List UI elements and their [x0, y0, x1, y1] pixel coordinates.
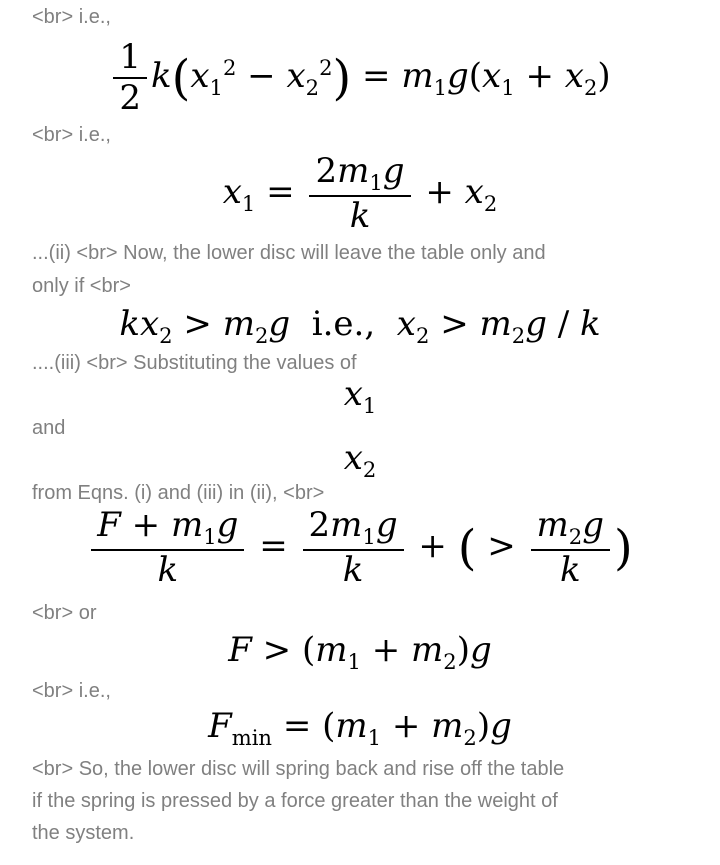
text-line-3b: only if <br>: [32, 275, 131, 297]
text-line-4: ....(iii) <br> Substituting the values of: [32, 352, 357, 374]
equation-substitution: $\frac{F + m_1g}{k}$ = $\frac{2m_1g}{k}$ + ( > $\frac{m_2g}{k}$ ): [0, 506, 720, 590]
text-line-9a: <br> So, the lower disc will spring back and rise off the table: [32, 758, 565, 780]
text-line-2: <br> i.e.,: [32, 124, 111, 146]
equation-force: $F > (m_1 + m_2)g$: [228, 630, 492, 674]
equation-energy: $\frac{1}{2}$ $k(x_1^2 - x_2^2) = m_1g(x_1 + x_2)$: [0, 38, 720, 118]
text-line-1: <br> i.e.,: [32, 6, 111, 28]
text-line-9b: if the spring is pressed by a force greater than the weight of: [32, 790, 558, 812]
text-line-6: from Eqns. (i) and (iii) in (ii), <br>: [32, 482, 325, 504]
min-subscript: min: [231, 724, 273, 750]
text-line-5: and: [32, 417, 66, 439]
text-line-8: <br> i.e.,: [32, 680, 111, 702]
text-line-3: ...(ii) <br> Now, the lower disc will leave the table only and: [32, 242, 546, 264]
ie-text: i.e.,: [311, 304, 376, 344]
equation-condition: $kx_2 > m_2g$ i.e., $x_2 > m_2g / k$: [119, 304, 601, 348]
equation-fmin: $F_{min} = (m_1 + m_2)g$: [208, 706, 512, 750]
symbol-x2: $x_2$: [343, 438, 377, 482]
equation-x1: $x_1$ = $\frac{2m_1g}{k}$ + $x_2$: [222, 151, 498, 237]
text-line-7: <br> or: [32, 602, 97, 624]
symbol-x1: $x_1$: [343, 374, 377, 418]
text-line-9c: the system.: [32, 822, 135, 844]
